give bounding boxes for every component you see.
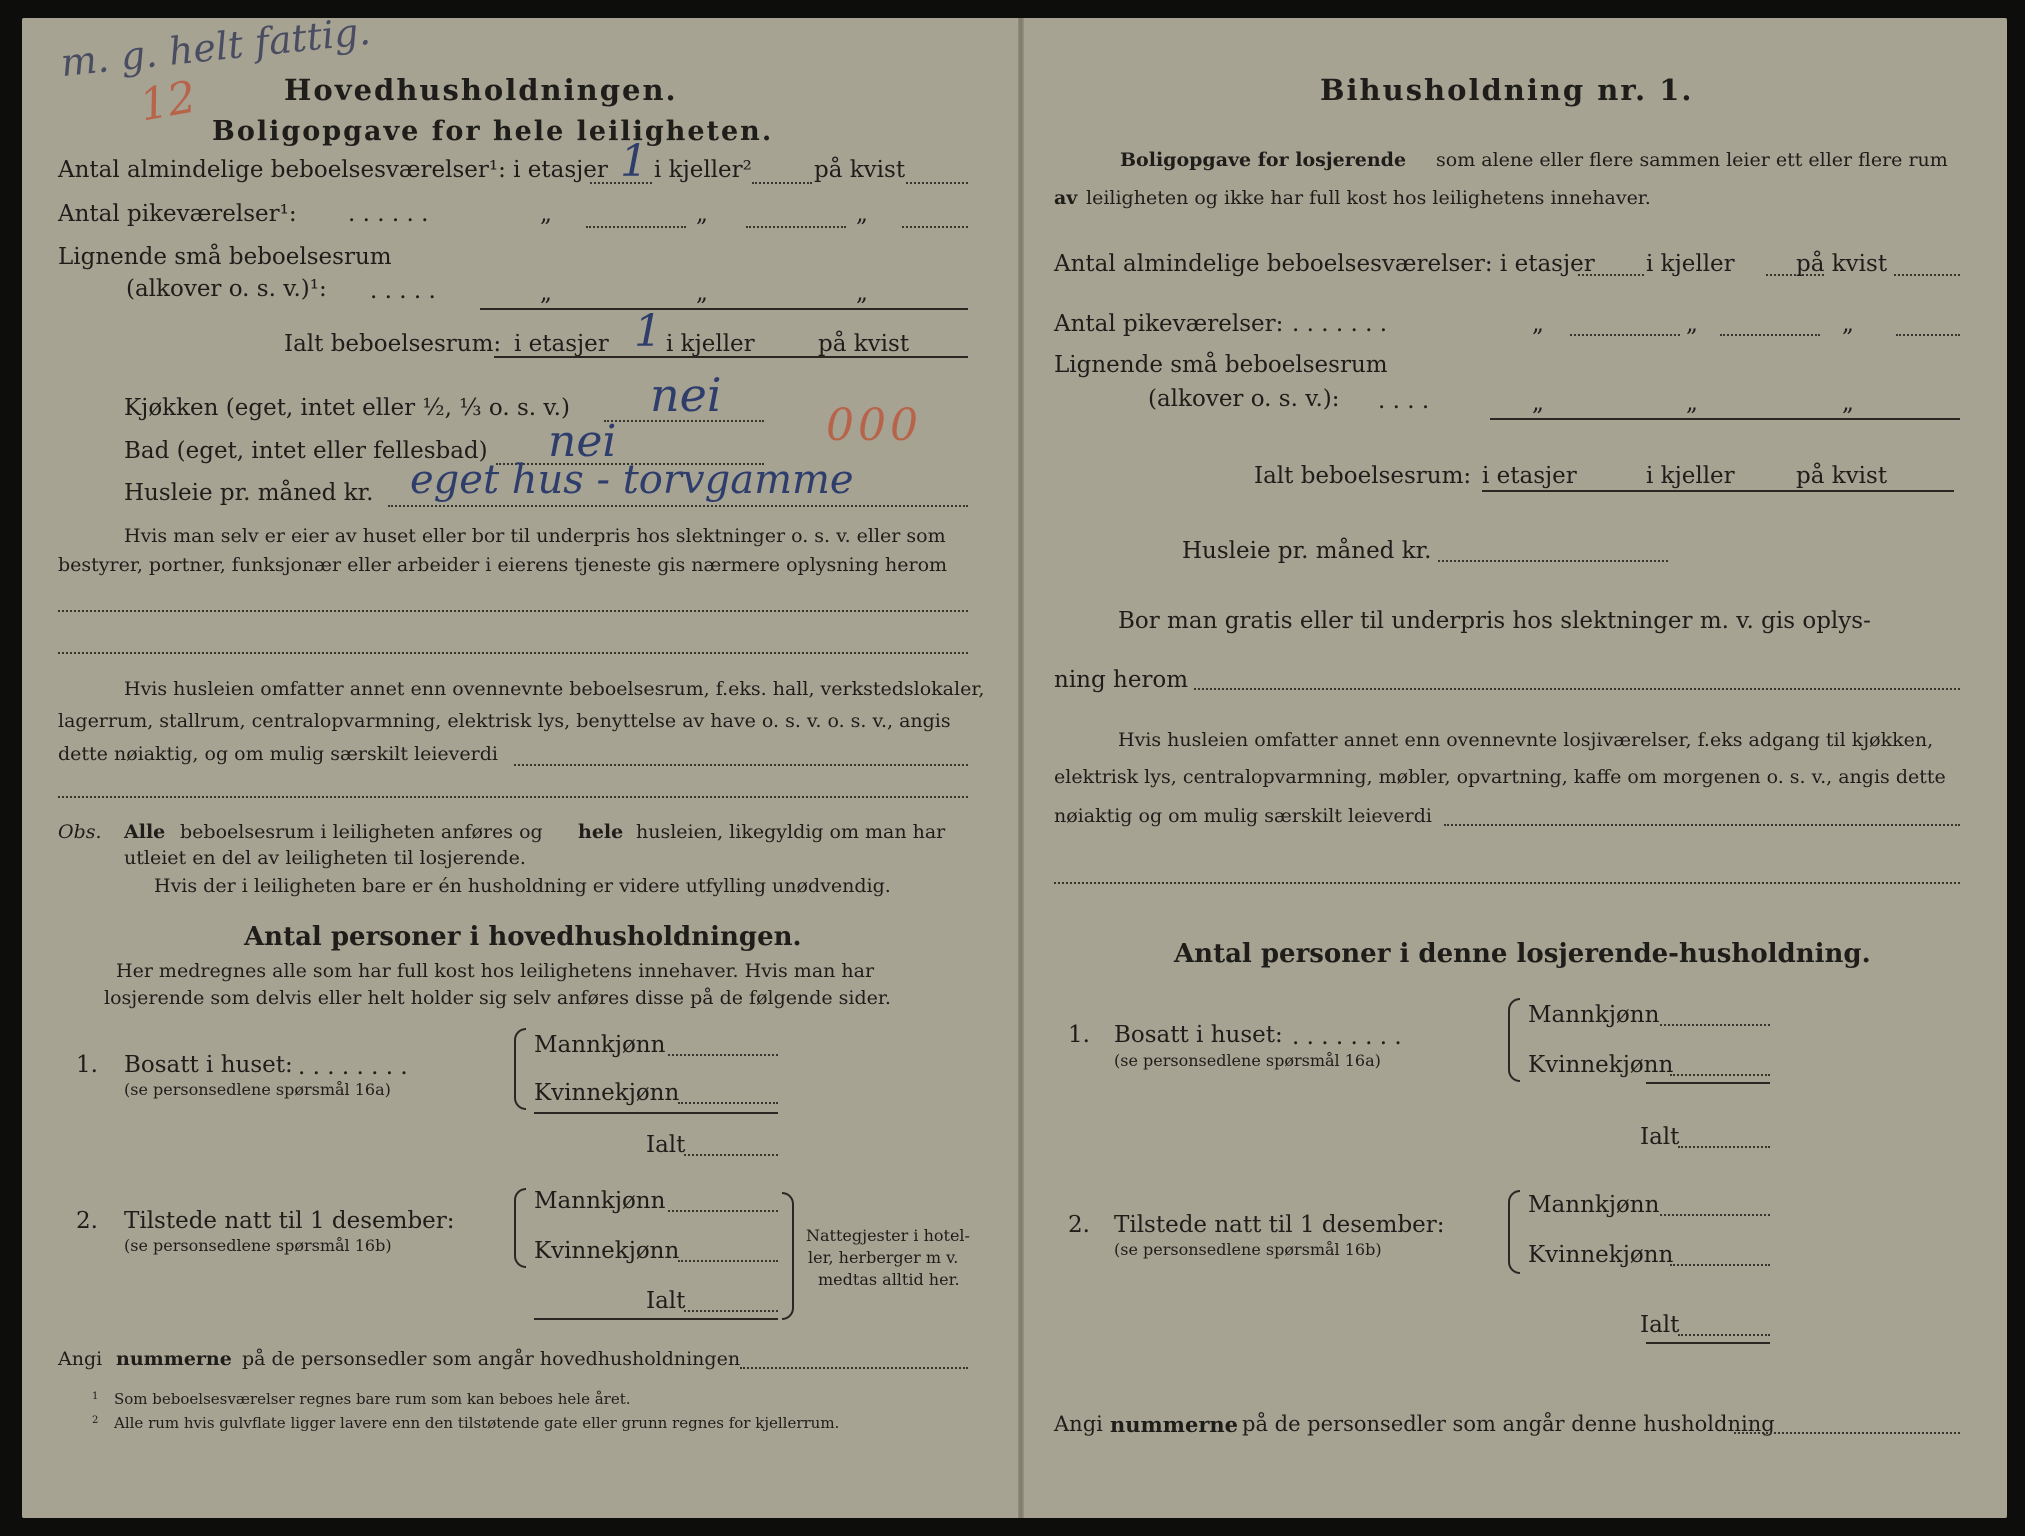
right-omfatter-1: Hvis husleien omfatter annet enn ovennevnte losjiværelser, f.eks adgang til kjøkken, [1118,729,1934,751]
brace [782,1192,794,1320]
field-husleie[interactable] [388,505,968,507]
right-q2-number: 2. [1068,1212,1090,1238]
footnote-1: Som beboelsesværelser regnes bare rum som kan beboes hele året. [114,1390,631,1408]
field-eier-2[interactable] [58,652,968,654]
rule [1646,1082,1770,1084]
label-alkover: (alkover o. s. v.)¹: [126,276,327,302]
right-angi-a: Angi [1054,1412,1103,1436]
rule [1646,1342,1770,1344]
right-title: Bihusholdning nr. 1. [1320,73,1694,107]
omfatter-line-1: Hvis husleien omfatter annet enn ovennevnte beboelsesrum, f.eks. hall, verkstedslokaler, [124,678,985,700]
angi-c: på de personsedler som angår hovedhusholdningen [242,1348,741,1370]
handwritten-kjokken: nei [650,368,722,422]
right-field-etasjer[interactable] [1578,274,1644,276]
dots: . . . . . . [348,201,429,227]
label-ialt-kjeller: i kjeller [666,331,755,357]
personer-text-1: Her medregnes alle som har full kost hos leilighetens innehaver. Hvis man har [116,960,875,982]
label-antal-beboelsesvaerelser: Antal almindelige beboelsesværelser¹: i etasjer [58,157,608,183]
nattegjester-line-3: medtas alltid her. [818,1270,960,1289]
handwritten-top-note: m. g. helt fattig. [58,8,373,86]
q2-ialt-label: Ialt [646,1288,686,1314]
field-leieverdi-2[interactable] [58,796,968,798]
page-fold [1018,18,1024,1518]
right-q2-mann-label: Mannkjønn [1528,1192,1660,1218]
omfatter-line-2: lagerrum, stallrum, centralopvarmning, elektrisk lys, benyttelse av have o. s. v. o. s. v., angis [58,710,951,732]
q2-kvinne-label: Kvinnekjønn [534,1238,680,1264]
q2-kvinne-field[interactable] [678,1260,778,1262]
right-label-pike: Antal pikeværelser: [1054,311,1284,337]
right-q1-ialt-label: Ialt [1640,1124,1680,1150]
rule [1482,490,1954,492]
right-q1-label: Bosatt i huset: [1114,1022,1283,1048]
eier-text-line-2: bestyrer, portner, funksjonær eller arbeider i eierens tjeneste gis nærmere oplysning herom [58,554,948,576]
q1-number: 1. [76,1052,98,1078]
obs-text-1b: husleien, likegyldig om man har [636,821,946,843]
ditto-mark: „ [1686,311,1698,337]
q2-ialt-field[interactable] [684,1310,778,1312]
right-q2-ialt-label: Ialt [1640,1312,1680,1338]
label-husleie: Husleie pr. måned kr. [124,480,374,506]
brace [1508,1190,1520,1274]
ditto-mark: „ [1686,390,1698,416]
right-label-antal: Antal almindelige beboelsesværelser: i etasjer [1054,251,1595,277]
q2-mann-label: Mannkjønn [534,1188,666,1214]
right-label-lignende: Lignende små beboelsesrum [1054,352,1388,378]
right-q1-kvinne-label: Kvinnekjønn [1528,1052,1674,1078]
right-field-leieverdi-2[interactable] [1054,882,1960,884]
obs-label: Obs. [58,821,102,843]
q1-ialt-field[interactable] [684,1154,778,1156]
omfatter-line-3: dette nøiaktig, og om mulig særskilt leieverdi [58,743,498,765]
right-q2-sub: (se personsedlene spørsmål 16b) [1114,1240,1382,1259]
brace [514,1028,526,1110]
right-angi-nummerne: nummerne [1110,1412,1239,1437]
right-intro-1: som alene eller flere sammen leier ett eller flere rum [1436,149,1948,171]
obs-text-2: utleiet en del av leiligheten til losjerende. [124,847,526,869]
personer-text-2: losjerende som delvis eller helt holder sig selv anføres disse på de følgende sider. [104,987,891,1009]
right-label-kjeller: i kjeller [1646,251,1735,277]
field-eier-1[interactable] [58,610,968,612]
right-field-pike-kjeller[interactable] [1720,334,1820,336]
obs-alle: Alle [124,821,166,843]
q1-sub: (se personsedlene spørsmål 16a) [124,1080,391,1099]
right-angi-c: på de personsedler som angår denne husholdning [1242,1412,1775,1436]
label-ialt-beboelsesrum: Ialt beboelsesrum: [284,331,502,357]
q1-kvinne-field[interactable] [678,1102,778,1104]
handwritten-bad: nei [548,416,617,467]
ditto-mark: „ [856,201,868,227]
right-q2-kvinne-label: Kvinnekjønn [1528,1242,1674,1268]
right-field-pike-etasjer[interactable] [1570,334,1680,336]
handwritten-number: 12 [135,71,200,132]
q1-mann-field[interactable] [668,1054,778,1056]
right-label-ialt-kvist: på kvist [1796,463,1888,489]
rule [1490,418,1960,420]
q1-ialt-label: Ialt [646,1132,686,1158]
brace [1508,998,1520,1082]
handwritten-etasjer: 1 [620,136,648,187]
right-intro-av: av [1054,187,1078,209]
footnote-1-mark: 1 [92,1391,99,1402]
ditto-mark: „ [696,201,708,227]
ditto-mark: „ [540,280,552,306]
right-angi-field[interactable] [1734,1432,1960,1434]
dots: . . . . . . . . [1292,1024,1402,1050]
right-q1-mann-label: Mannkjønn [1528,1002,1660,1028]
right-omfatter-3: nøiaktig og om mulig særskilt leieverdi [1054,805,1432,827]
dots: . . . . . [370,278,436,304]
ditto-mark: „ [1842,311,1854,337]
right-gratis-2: ning herom [1054,667,1189,693]
q2-label: Tilstede natt til 1 desember: [124,1208,455,1234]
right-personer-title: Antal personer i denne losjerende-husholdning. [1174,939,1871,969]
field-kjeller[interactable] [752,182,812,184]
right-intro-2: leiligheten og ikke har full kost hos leilighetens innehaver. [1086,187,1651,209]
right-field-leieverdi[interactable] [1444,824,1960,826]
field-leieverdi[interactable] [514,764,968,766]
eier-text-line-1: Hvis man selv er eier av huset eller bor til underpris hos slektninger o. s. v. eller som [124,525,946,547]
right-q2-label: Tilstede natt til 1 desember: [1114,1212,1445,1238]
handwritten-ialt-etasjer: 1 [634,306,662,357]
ditto-mark: „ [540,201,552,227]
footnote-2-mark: 2 [92,1415,99,1426]
dots: . . . . [1378,388,1430,414]
handwritten-husleie: eget hus - torvgamme [410,457,854,503]
field-pike-etasjer[interactable] [586,226,686,228]
field-pike-kjeller[interactable] [746,226,846,228]
personer-title: Antal personer i hovedhusholdningen. [244,922,802,952]
label-kjeller: i kjeller² [654,157,752,183]
right-field-kvist[interactable] [1894,274,1960,276]
obs-text-3: Hvis der i leiligheten bare er én husholdning er videre utfylling unødvendig. [154,875,891,897]
footnote-2: Alle rum hvis gulvflate ligger lavere enn den tilstøtende gate eller grunn regnes for kjellerrum. [114,1414,840,1432]
ditto-mark: „ [1532,311,1544,337]
right-q1-ialt-field[interactable] [1678,1146,1770,1148]
right-omfatter-2: elektrisk lys, centralopvarmning, møbler, opvartning, kaffe om morgenen o. s. v., angis dette [1054,766,1946,788]
q1-mann-label: Mannkjønn [534,1032,666,1058]
right-intro-bold: Boligopgave for losjerende [1120,149,1407,171]
angi-nummerne: nummerne [116,1348,232,1370]
right-q1-mann-field[interactable] [1660,1024,1770,1026]
q2-number: 2. [76,1208,98,1234]
right-q2-kvinne-field[interactable] [1670,1264,1770,1266]
nattegjester-line-2: ler, herberger m v. [808,1248,959,1267]
right-q1-kvinne-field[interactable] [1670,1074,1770,1076]
label-bad: Bad (eget, intet eller fellesbad) [124,438,488,464]
obs-text-1a: beboelsesrum i leiligheten anføres og [180,821,543,843]
q1-kvinne-label: Kvinnekjønn [534,1080,680,1106]
nattegjester-line-1: Nattegjester i hotel- [806,1226,970,1245]
rule [494,356,968,358]
right-label-ialt-etasjer: i etasjer [1482,463,1577,489]
q2-mann-field[interactable] [668,1210,778,1212]
angi-field[interactable] [740,1367,968,1369]
right-label-husleie: Husleie pr. måned kr. [1182,538,1432,564]
label-kjokken: Kjøkken (eget, intet eller ½, ⅓ o. s. v.) [124,395,570,421]
rule [480,308,968,310]
left-subtitle: Boligopgave for hele leiligheten. [212,116,774,147]
angi-a: Angi [58,1348,103,1370]
right-label-kvist: på kvist [1796,251,1888,277]
right-label-alkover: (alkover o. s. v.): [1148,386,1340,412]
field-kvist[interactable] [906,182,968,184]
right-label-ialt: Ialt beboelsesrum: [1254,463,1472,489]
brace [514,1188,526,1268]
field-pike-kvist[interactable] [902,226,968,228]
rule [534,1112,778,1114]
left-title: Hovedhusholdningen. [284,73,678,107]
rule [534,1318,778,1320]
right-q1-sub: (se personsedlene spørsmål 16a) [1114,1051,1381,1070]
right-gratis-1: Bor man gratis eller til underpris hos slektninger m. v. gis oplys- [1118,608,1871,634]
handwritten-zeros: 000 [826,400,922,451]
ditto-mark: „ [1532,390,1544,416]
right-field-pike-kvist[interactable] [1896,334,1960,336]
label-pikevaerelser: Antal pikeværelser¹: [58,201,297,227]
right-q2-ialt-field[interactable] [1678,1334,1770,1336]
label-ialt-kvist: på kvist [818,331,910,357]
q2-sub: (se personsedlene spørsmål 16b) [124,1236,392,1255]
right-q1-number: 1. [1068,1022,1090,1048]
q1-label: Bosatt i huset: [124,1052,293,1078]
right-field-husleie[interactable] [1438,560,1668,562]
right-q2-mann-field[interactable] [1660,1214,1770,1216]
right-label-ialt-kjeller: i kjeller [1646,463,1735,489]
dots: . . . . . . . [1292,311,1388,337]
obs-hele: hele [578,821,624,843]
right-field-gratis[interactable] [1194,688,1960,690]
ditto-mark: „ [696,280,708,306]
label-kvist: på kvist [814,157,906,183]
ditto-mark: „ [856,280,868,306]
dots: . . . . . . . . [298,1054,408,1080]
label-lignende: Lignende små beboelsesrum [58,244,392,270]
ditto-mark: „ [1842,390,1854,416]
label-ialt-etasjer: i etasjer [514,331,609,357]
